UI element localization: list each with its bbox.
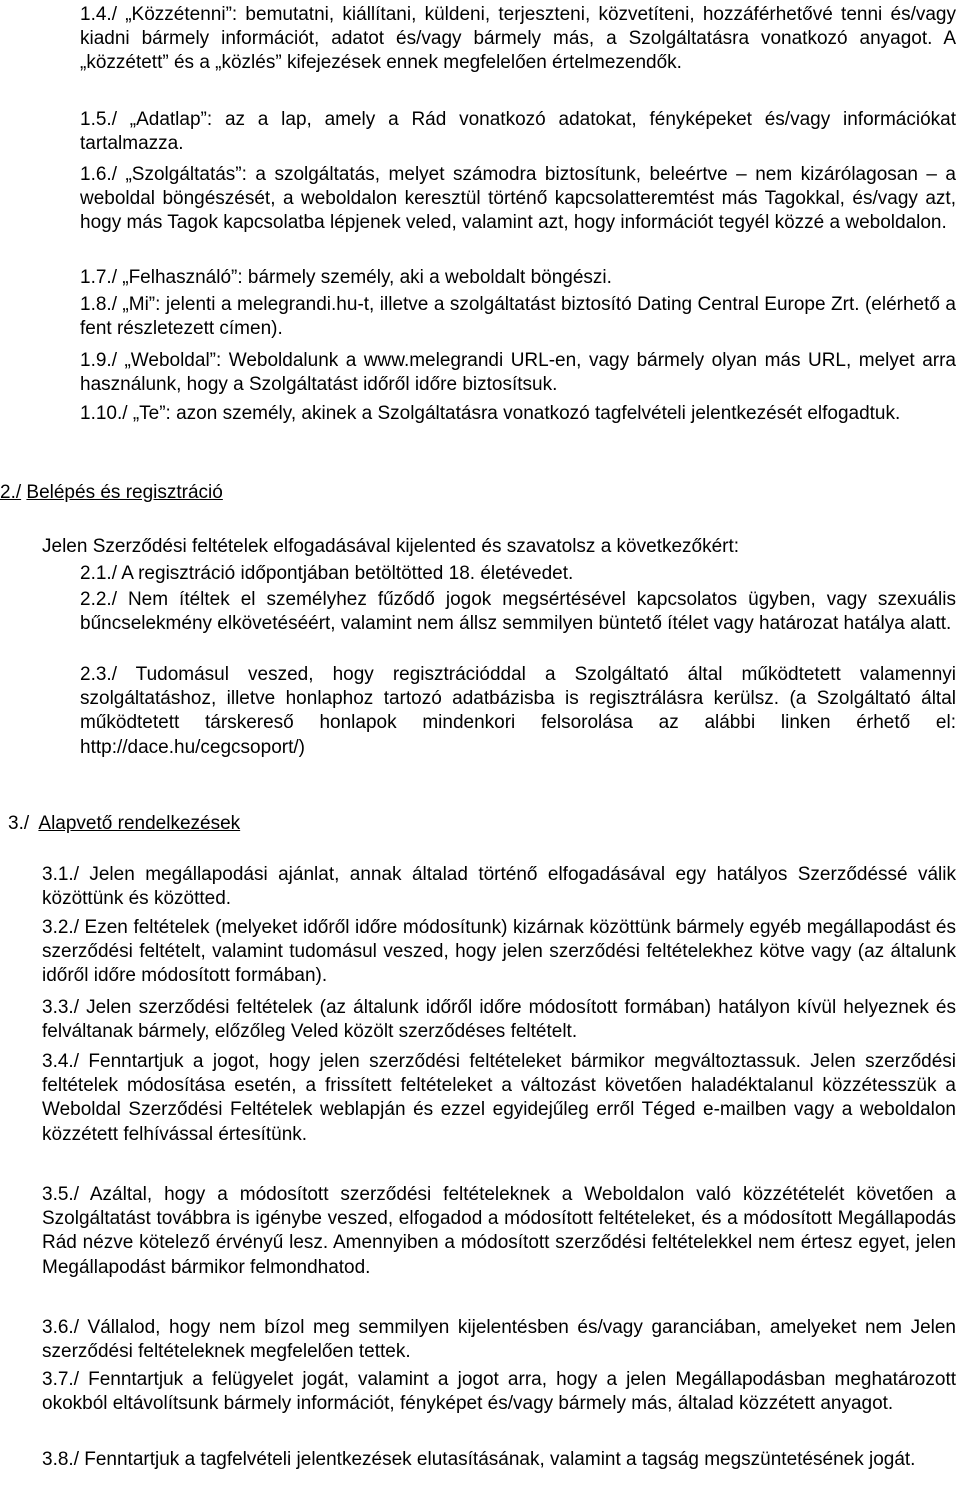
section-3-number: 3./ [8,813,30,834]
clause-3-3: 3.3./ Jelen szerződési feltételek (az általunk időről időre módosított formában) hatályon kívül helyeznek és felváltanak bármely, előzőleg Veled közölt szerződéses feltételt. [42,997,956,1043]
section-2-heading [0,481,223,505]
section-2-title: Belépés és regisztráció [26,482,223,503]
clause-2-1: 2.1./ A regisztráció időpontjában betöltötted 18. életévedet. [80,563,574,584]
section-3-heading [8,812,240,836]
clause-1-8: 1.8./ „Mi”: jelenti a melegrandi.hu-t, illetve a szolgáltatást biztosító Dating Central Europe Zrt. (elérhető a fent részletezett címen). [80,294,956,340]
clause-2-2: 2.2./ Nem ítéltek el személyhez fűződő jogok megsértésével kapcsolatos ügyben, vagy szexuális bűncselekmény elkövetéséért, valamint nem állsz semmilyen büntető ítélet vagy határozat hatálya alatt. [80,589,956,635]
section-3-title: Alapvető rendelkezések [38,813,241,834]
clause-1-9: 1.9./ „Weboldal”: Weboldalunk a www.melegrandi URL-en, vagy bármely olyan más URL, melyet arra használunk, hogy a Szolgáltatást időről időre biztosítsuk. [80,350,956,396]
section-2-intro: Jelen Szerződési feltételek elfogadásával kijelented és szavatolsz a következőkért: [42,536,740,557]
clause-2-3: 2.3./ Tudomásul veszed, hogy regisztrációddal a Szolgáltató által működtetett valamennyi szolgáltatáshoz, illetve honlaphoz tartozó adatbázisba is regisztrálásra kerülsz. (a Szolgáltató által működtetett társkereső honlapok mindenkori felsorolása az alábbi linken érhető el: http://dace.hu/cegcsoport/) [80,664,956,758]
clause-1-10: 1.10./ „Te”: azon személy, akinek a Szolgáltatásra vonatkozó tagfelvételi jelentkezését elfogadtuk. [80,403,901,424]
clause-1-5: 1.5./ „Adatlap”: az a lap, amely a Rád vonatkozó adatokat, fényképeket és/vagy információkat tartalmazza. [80,109,956,155]
clause-3-5: 3.5./ Azáltal, hogy a módosított szerződési feltételeknek a Weboldalon való közzétételét követően a Szolgáltatást továbbra is igénybe veszed, elfogadod a módosított feltételeket, és a módosított Megállapodás Rád nézve kötelező érvényű lesz. Amennyiben a módosított szerződési feltételekkel nem értesz egyet, jelen Megállapodást bármikor felmondhatod. [42,1184,956,1278]
clause-3-1: 3.1./ Jelen megállapodási ajánlat, annak általad történő elfogadásával egy hatályos Szerződéssé válik közöttünk és közötted. [42,864,956,910]
clause-3-4: 3.4./ Fenntartjuk a jogot, hogy jelen szerződési feltételeket bármikor megváltoztassuk. Jelen szerződési feltételek módosítása esetén, a frissített feltételeket a változást követően haladéktalanul közzétesszük a Weboldal Szerződési Feltételek weblapján és ezzel egyidejűleg erről Téged e-mailben vagy a weboldalon közzétett felhívással értesítünk. [42,1051,956,1145]
clause-3-2: 3.2./ Ezen feltételek (melyeket időről időre módosítunk) kizárnak közöttünk bármely egyéb megállapodást és szerződési feltételt, valamint tudomásul veszed, hogy jelen szerződési feltételekhez kötve vagy (az általunk időről időre módosított formában). [42,917,956,987]
clause-1-7: 1.7./ „Felhasználó”: bármely személy, aki a weboldalt böngészi. [80,267,612,288]
clause-3-8: 3.8./ Fenntartjuk a tagfelvételi jelentkezések elutasításának, valamint a tagság megszüntetésének jogát. [42,1449,916,1470]
clause-1-4: 1.4./ „Közzétenni”: bemutatni, kiállítani, küldeni, terjeszteni, közvetíteni, hozzáférhetővé tenni és/vagy kiadni bármely információt, adatot és/vagy bármely más, a Szolgáltatásra vonatkozó anyagot. A „közzétett” és a „közlés” kifejezések ennek megfelelően értelmezendők. [80,4,956,74]
clause-1-6: 1.6./ „Szolgáltatás”: a szolgáltatás, melyet számodra biztosítunk, beleértve – nem kizárólagosan – a weboldal böngészését, a weboldalon keresztül történő kapcsolatteremtést más Tagokkal, és/vagy azt, hogy más Tagok kapcsolatba lépjenek veled, valamint azt, hogy információt tegyél közzé a weboldalon. [80,164,956,234]
clause-3-6: 3.6./ Vállalod, hogy nem bízol meg semmilyen kijelentésben és/vagy garanciában, amelyeket nem Jelen szerződési feltételeknek megfelelően tettek. [42,1317,956,1363]
clause-3-7: 3.7./ Fenntartjuk a felügyelet jogát, valamint a jogot arra, hogy a jelen Megállapodásban meghatározott okokból eltávolítsunk bármely információt, fényképet és/vagy bármely más, általad közzétett anyagot. [42,1369,956,1415]
section-2-number: 2./ [0,482,22,503]
